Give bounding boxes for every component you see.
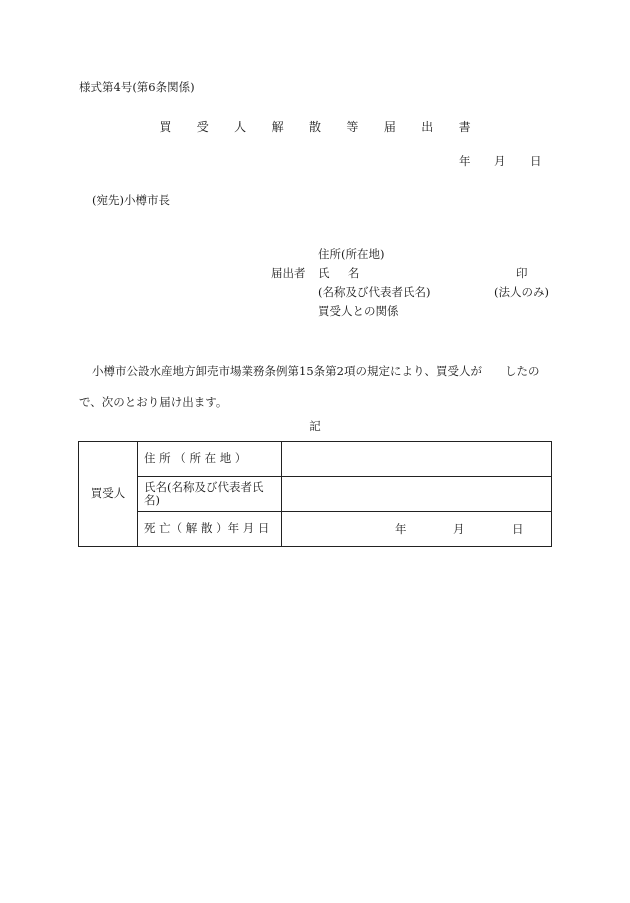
table-row	[79, 512, 552, 547]
address-label: 住所(所在地)	[318, 247, 385, 261]
death-date-year: 年	[395, 522, 407, 536]
body-text-line-2: で、次のとおり届け出ます。	[79, 395, 228, 409]
notifier-label: 届出者	[271, 266, 306, 280]
page-title: 買 受 人 解 散 等 届 出 書	[159, 120, 482, 134]
death-date-field-value[interactable]	[282, 512, 552, 547]
date-month-label: 月	[494, 154, 506, 168]
ki-label: 記	[309, 419, 321, 433]
address-field-value[interactable]	[282, 442, 552, 477]
corp-only-label: (法人のみ)	[494, 285, 549, 299]
corp-name-label: (名称及び代表者氏名)	[318, 285, 431, 299]
name-field-value[interactable]	[282, 477, 552, 512]
death-date-month: 月	[453, 522, 465, 536]
table-row	[79, 477, 552, 512]
date-day-label: 日	[530, 154, 542, 168]
body-text-line-1: 小樽市公設水産地方卸売市場業務条例第15条第2項の規定により、買受人が したの	[92, 364, 540, 378]
date-year-label: 年	[459, 154, 471, 168]
address-field-label: 住 所 （ 所 在 地 ）	[138, 442, 282, 477]
death-date-day: 日	[512, 522, 524, 536]
row-header-buyer: 買受人	[79, 442, 138, 547]
table-row	[79, 442, 552, 477]
death-date-field-label: 死 亡（ 解 散 ）年 月 日	[138, 512, 282, 547]
detail-table	[78, 441, 552, 547]
relation-label: 買受人との関係	[318, 304, 399, 318]
addressee: (宛先)小樽市長	[92, 193, 170, 207]
seal-label: 印	[516, 266, 528, 280]
name-label: 氏名	[318, 266, 378, 280]
form-number: 様式第4号(第6条関係)	[79, 80, 195, 94]
name-field-label: 氏名(名称及び代表者氏名)	[138, 477, 282, 512]
